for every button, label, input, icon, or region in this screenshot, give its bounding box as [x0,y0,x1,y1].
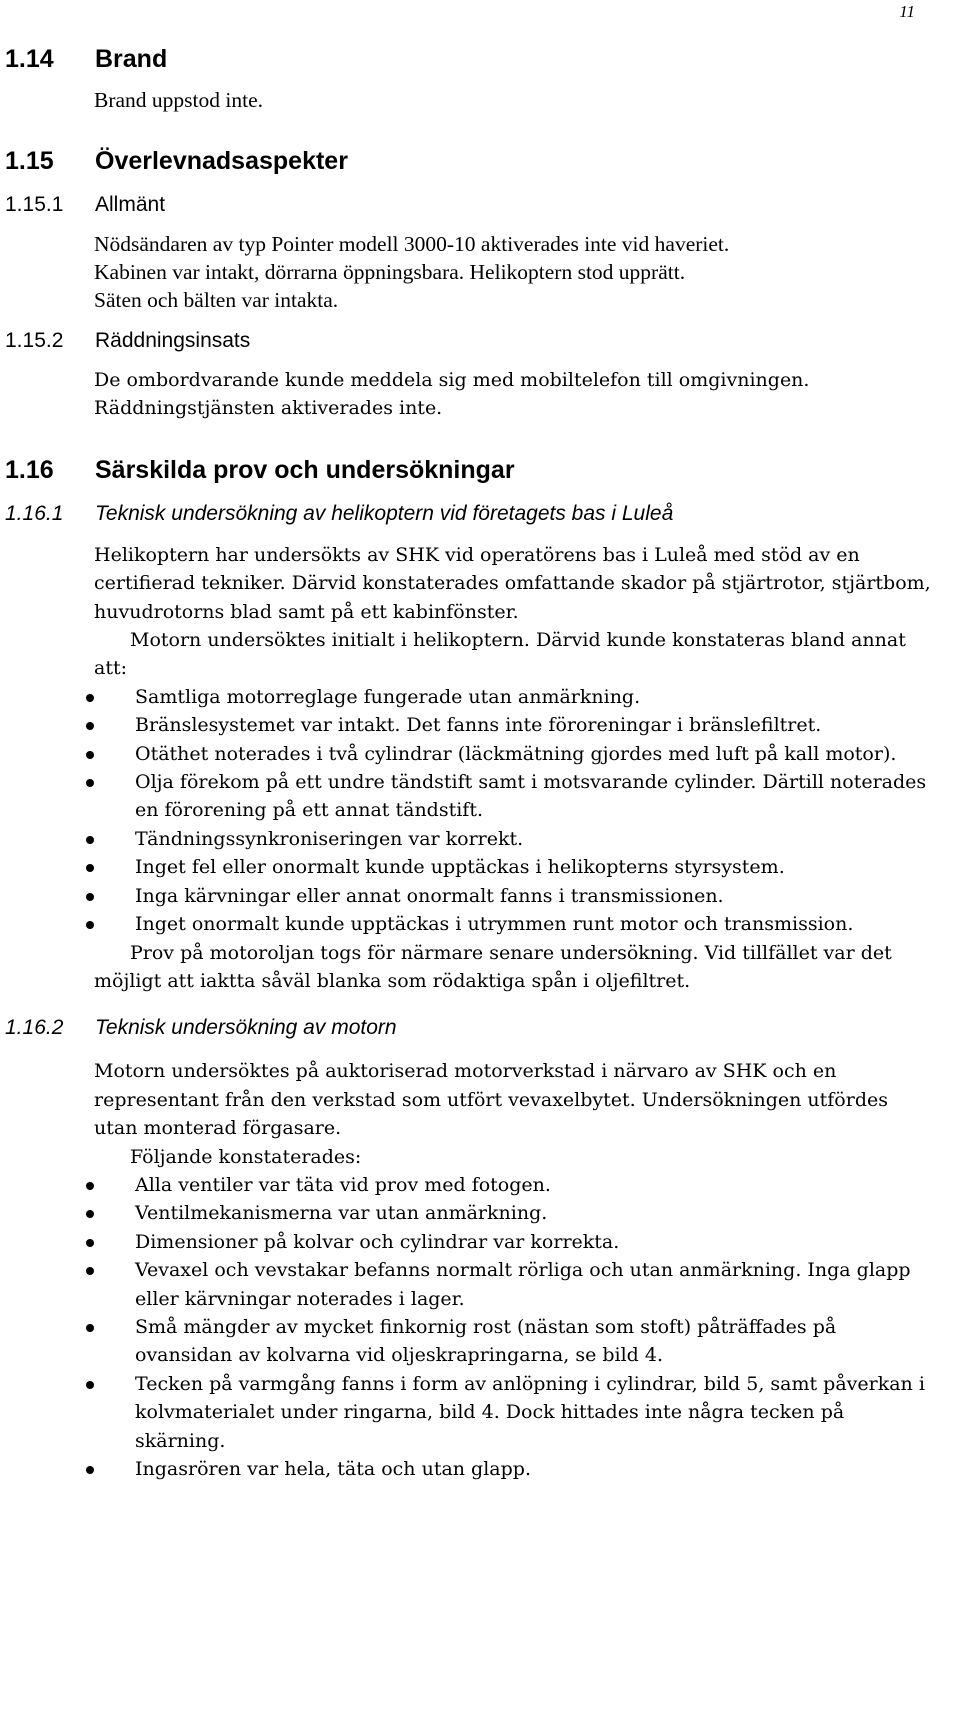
list-item [135,1228,935,1256]
bullet-icon [86,864,94,872]
list-item [135,853,935,881]
heading-1-15 [0,144,960,178]
section-number: 1.14 [5,45,54,73]
list-item [135,711,935,739]
heading-1-16-2 [0,1013,960,1043]
text-line: De ombordvarande kunde meddela sig med mobiltelefon till omgivningen. [94,369,810,391]
bullet-icon [86,893,94,901]
bullet-icon [86,921,94,929]
heading-1-14 [0,42,960,76]
list-item [135,768,935,825]
list-item-text: Tändningssynkroniseringen var korrekt. [135,827,524,850]
list-item [135,1313,935,1370]
section-number: 1.16 [5,455,54,484]
paragraph [94,366,935,423]
list-item [135,1455,935,1483]
list-item-text: Otäthet noterades i två cylindrar (läckmätning gjordes med luft på kall motor). [135,742,897,765]
text-line: Nödsändaren av typ Pointer modell 3000-10 aktiverades inte vid haveriet. [94,232,730,256]
bullet-list [0,1171,960,1483]
list-item-text: Olja förekom på ett undre tändstift samt i motsvarande cylinder. Därtill noterades en förorening på ett annat tändstift. [135,771,927,822]
bullet-list [0,683,960,939]
bullet-icon [86,1267,94,1275]
list-item [135,1171,935,1199]
subsection-number: 1.15.1 [5,193,64,216]
heading-1-15-1 [0,190,960,220]
paragraph: Brand uppstod inte. [94,88,263,112]
subsection-title: Räddningsinsats [95,329,251,352]
list-item-text: Ventilmekanismerna var utan anmärkning. [135,1202,548,1225]
list-item [135,910,935,938]
list-item-text: Inget onormalt kunde upptäckas i utrymmen runt motor och transmission. [135,913,854,936]
section-title: Överlevnadsaspekter [95,147,348,175]
list-item [135,825,935,853]
bullet-icon [86,836,94,844]
section-number: 1.15 [5,147,54,175]
bullet-icon [86,1466,94,1474]
list-item-text: Bränslesystemet var intakt. Det fanns inte föroreningar i bränslefiltret. [135,714,822,737]
text-line: Räddningstjänsten aktiverades inte. [94,397,443,420]
list-item-text: Dimensioner på kolvar och cylindrar var korrekta. [135,1230,620,1253]
paragraph: Prov på motoroljan togs för närmare senare undersökning. Vid tillfället var det möjligt att iaktta såväl blanka som rödaktiga spån i oljefiltret. [94,941,892,992]
document-body [0,42,960,1483]
paragraph: Helikoptern har undersökts av SHK vid operatörens bas i Luleå med stöd av en certifierad tekniker. Därvid konstaterades omfattande skador på stjärtrotor, stjärtbom, huvudrotorns blad samt på ett kabinfönster. [94,543,931,623]
bullet-icon [86,722,94,730]
subsection-number: 1.15.2 [5,329,64,352]
list-item [135,1370,935,1455]
list-item-text: Alla ventiler var täta vid prov med fotogen. [135,1173,551,1196]
heading-1-16 [0,453,960,487]
paragraph: Motorn undersöktes initialt i helikoptern. Därvid kunde konstateras bland annat att: [94,629,906,680]
list-item-text: Tecken på varmgång fanns i form av anlöpning i cylindrar, bild 5, samt påverkan i kolvmaterialet under ringarna, bild 4. Dock hittades inte några tecken på skärning. [135,1372,925,1452]
section-title: Särskilda prov och undersökningar [95,455,515,484]
list-item [135,740,935,768]
paragraph: Motorn undersöktes på auktoriserad motorverkstad i närvaro av SHK och en representant från den verkstad som utfört vevaxelbytet. Undersökningen utfördes utan monterad förgasare. [94,1060,888,1140]
subsection-number: 1.16.1 [5,501,64,525]
bullet-icon [86,1324,94,1332]
bullet-icon [86,1381,94,1389]
bullet-icon [86,1182,94,1190]
text-line: Säten och bälten var intakta. [94,288,339,312]
bullet-icon [86,1239,94,1247]
list-item [135,1256,935,1313]
list-item-text: Vevaxel och vevstakar befanns normalt rörliga och utan anmärkning. Inga glapp eller kärvningar noterades i lager. [135,1259,911,1310]
list-item-text: Samtliga motorreglage fungerade utan anmärkning. [135,685,641,708]
paragraph [94,230,935,314]
list-item-text: Inga kärvningar eller annat onormalt fanns i transmissionen. [135,884,724,907]
list-item-text: Ingasrören var hela, täta och utan glapp. [135,1458,531,1480]
list-item [135,882,935,910]
bullet-icon [86,1210,94,1218]
list-item [135,683,935,711]
list-item-text: Inget fel eller onormalt kunde upptäckas i helikopterns styrsystem. [135,856,785,879]
heading-1-15-2 [0,326,960,356]
page-number: 11 [899,2,915,21]
bullet-icon [86,694,94,702]
subsection-number: 1.16.2 [5,1016,64,1040]
subsection-title: Allmänt [95,193,166,216]
list-item [135,1199,935,1227]
paragraph: Följande konstaterades: [130,1145,362,1168]
heading-1-16-1 [0,499,960,529]
bullet-icon [86,751,94,759]
subsection-title: Teknisk undersökning av motorn [95,1016,397,1040]
list-item-text: Små mängder av mycket finkornig rost (nästan som stoft) påträffades på ovansidan av kolvarna vid oljeskrapringarna, se bild 4. [135,1315,837,1367]
subsection-title: Teknisk undersökning av helikoptern vid företagets bas i Luleå [95,501,674,525]
bullet-icon [86,779,94,787]
text-line: Kabinen var intakt, dörrarna öppningsbara. Helikoptern stod upprätt. [94,260,686,284]
section-title: Brand [95,45,168,73]
